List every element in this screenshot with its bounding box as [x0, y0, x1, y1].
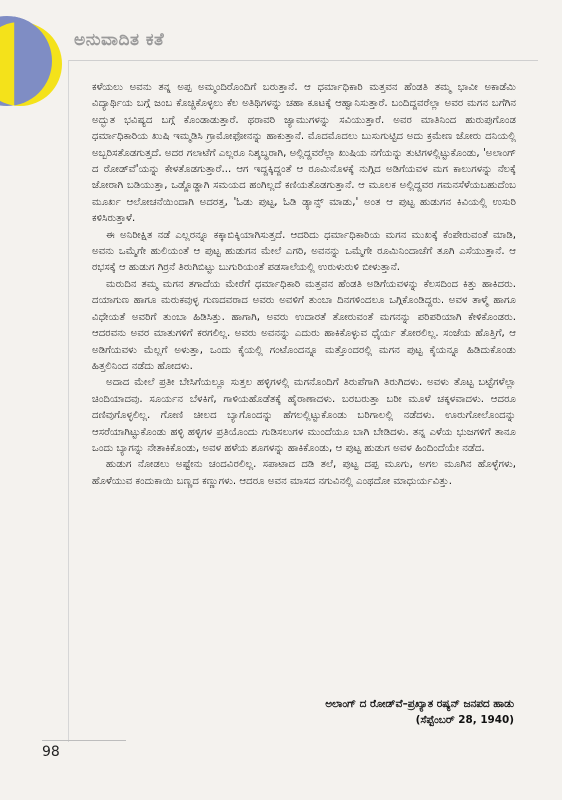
- paragraph-5: ಹುಡುಗ ನೋಡಲು ಅಷ್ಟೇನು ಚಂದವಿರಲಿಲ್ಲ. ಸಪಾಟಾದ ದಡಿ ತಲೆ, ಪುಟ್ಟ ದಪ್ಪ ಮೂಗು, ಅಗಲ ಮೂಗಿನ ಹೊಳ್ಳೆಗಳು, ಹೊಳೆಯುವ ಕಂದುಕಾಯಿ ಬಣ್ಣದ ಕಣ್ಣುಗಳು. ಆದರೂ ಅವನ ಮಾಸದ ನಗುವಿನಲ್ಲಿ ಎಂಥದೋ ಮಾಧುರ್ಯವಿತ್ತು.: [92, 459, 516, 487]
- margin-divider: [68, 60, 69, 742]
- song-credit-title: ಅಲಾಂಗ್ ದ ರೋಡ್‌ವೆ–ಪ್ರಖ್ಯಾತ ರಷ್ಯನ್ ಜನಪದ ಹಾಡು: [325, 698, 514, 710]
- song-credit-date: (ಸೆಪ್ಟೆಂಬರ್ 28, 1940): [415, 714, 514, 726]
- paragraph-4: ಅದಾದ ಮೇಲೆ ಪ್ರತೀ ಬೇಸಿಗೆಯಲ್ಲೂ ಸುತ್ತಲ ಹಳ್ಳಿಗಳಲ್ಲಿ ಮಗನೊಂದಿಗೆ ತಿರುಪೆಗಾಗಿ ತಿರುಗಿದಳು. ಅವಳು ತೊಟ್ಟ ಬಟ್ಟೆಗಳೆಲ್ಲಾ ಚಿಂದಿಯಾದವು. ಸೂರ್ಯನ ಬೆಳಕಿಗೆ, ಗಾಳಿಯಹೊಡೆತಕ್ಕೆ ಹೈರಾಣಾದಳು. ಬರಬರುತ್ತಾ ಬರೀ ಮೂಳೆ ಚಕ್ಕಳವಾದಳು. ಆದರೂ ದಣಿವುಗೊಳ್ಳಲಿಲ್ಲ. ಗೋಣಿ ಚೀಲದ ಬ್ಯಾಗೊಂದನ್ನು ಹೆಗಲಲ್ಲಿಟ್ಟುಕೊಂಡು ಬರಿಗಾಲಲ್ಲಿ ನಡೆದಳು. ಊರುಗೋಲೊಂದನ್ನು ಆಸರೆಯಾಗಿಟ್ಟುಕೊಂಡು ಹಳ್ಳಿ ಹಳ್ಳಿಗಳ ಪ್ರತಿಯೊಂದು ಗುಡಿಸಲುಗಳ ಮುಂದೆಯೂ ಬಾಗಿ ಬೇಡಿದಳು. ತನ್ನ ಎಳೆಯ ಭುಜಗಳಿಗೆ ತಾನೂ ಒಂದು ಬ್ಯಾಗನ್ನು ನೇತಾಕಿಕೊಂಡು, ಅವಳ ಹಳೆಯ ಶೂಗಳನ್ನು ಹಾಕಿಕೊಂಡು, ಆ ಪುಟ್ಟ ಹುಡುಗ ಅವಳ ಹಿಂದಿಂದೆಯೇ ನಡೆದ.: [92, 377, 516, 454]
- paragraph-3: ಮರುದಿನ ತಮ್ಮ ಮಗನ ತಗಾದೆಯ ಮೇರೆಗೆ ಧರ್ಮಾಧಿಕಾರಿ ಮತ್ತವನ ಹೆಂಡತಿ ಅಡಿಗೆಯವಳನ್ನು ಕೆಲಸದಿಂದ ಕಿತ್ತು ಹಾಕಿದರು. ದಯಾಗುಣ ಹಾಗೂ ಮರುಕವುಳ್ಳ ಗುಣದವರಾದ ಅವರು ಅವಳಿಗೆ ತುಂಬಾ ದಿನಗಳಿಂದಲೂ ಒಗ್ಗಿಕೊಂಡಿದ್ದರು. ಅವಳ ತಾಳ್ಮೆ ಹಾಗೂ ವಿಧೇಯತೆ ಅವರಿಗೆ ತುಂಬಾ ಹಿಡಿಸಿತ್ತು. ಹಾಗಾಗಿ, ಅವರು ಉದಾರತೆ ತೋರುವಂತೆ ಮಗನನ್ನು ಪರಿಪರಿಯಾಗಿ ಕೇಳಿಕೊಂಡರು. ಆದರವನು ಅವರ ಮಾತುಗಳಿಗೆ ಕರಗಲಿಲ್ಲ. ಅವರು ಅವನನ್ನು ಎದುರು ಹಾಕಿಕೊಳ್ಳುವ ಧೈರ್ಯ ತೋರಲಿಲ್ಲ. ಸಂಜೆಯ ಹೊತ್ತಿಗೆ, ಆ ಅಡಿಗೆಯವಳು ಮೆಲ್ಲಗೆ ಅಳುತ್ತಾ, ಒಂದು ಕೈಯಲ್ಲಿ ಗಂಟೊಂದನ್ನೂ ಮತ್ತೊಂದರಲ್ಲಿ ಮಗನ ಪುಟ್ಟ ಕೈಯನ್ನೂ ಹಿಡಿದುಕೊಂಡು ಹಿತ್ತಲಿನಿಂದ ನಡೆದು ಹೋದಳು.: [92, 278, 516, 372]
- header-divider: [68, 60, 538, 61]
- page-number: 98: [42, 744, 60, 760]
- song-credit: [325, 696, 514, 728]
- paragraph-1: ಕಳೆಯಲು ಅವನು ತನ್ನ ಅಪ್ಪ ಅಮ್ಮಂದಿರೊಂದಿಗೆ ಬರುತ್ತಾನೆ. ಆ ಧರ್ಮಾಧಿಕಾರಿ ಮತ್ತವನ ಹೆಂಡತಿ ತಮ್ಮ ಭಾವೀ ಅಕಾಡೆಮಿ ವಿದ್ಯಾರ್ಥಿಯ ಬಗ್ಗೆ ಜಂಬ ಕೊಚ್ಚಿಕೊಳ್ಳಲು ಕೆಲ ಅತಿಥಿಗಳನ್ನು ಚಹಾ ಕೂಟಕ್ಕೆ ಆಹ್ವಾನಿಸುತ್ತಾರೆ. ಬಂದಿದ್ದವರೆಲ್ಲಾ ಅವರ ಮಗನ ಬಗೆಗಿನ ಅದ್ಭುತ ಭವಿಷ್ಯದ ಬಗ್ಗೆ ಕೊಂಡಾಡುತ್ತಾರೆ. ಥರಾವರಿ ಜ್ಯಾಮುಗಳನ್ನು ಸವಿಯುತ್ತಾರೆ. ಅವರ ಮಾತಿನಿಂದ ಹುರುಪುಗೊಂಡ ಧರ್ಮಾಧಿಕಾರಿಯ ಖುಷಿ ಇಮ್ಮಡಿಸಿ ಗ್ರಾಮೋಫೋನನ್ನು ಹಾಕುತ್ತಾನೆ. ಮೊದಮೊದಲು ಬುಸುಗುಟ್ಟಿದ ಅದು ಕ್ರಮೇಣ ಜೋರು ದನಿಯಲ್ಲಿ ಅಬ್ಬರಿಸತೊಡಗುತ್ತದೆ. ಅದರ ಗಲಾಟೆಗೆ ಎಲ್ಲರೂ ನಿಶ್ಶಬ್ಧರಾಗಿ, ಅಲ್ಲಿದ್ದವರೆಲ್ಲಾ ಖುಷಿಯ ನಗೆಯನ್ನು ತುಟಿಗಳಲ್ಲಿಟ್ಟುಕೊಂಡು, 'ಅಲಾಂಗ್ ದ ರೋಡ್‌ವೆ'ಯನ್ನು ಕೇಳತೊಡಗುತ್ತಾರೆ... ಆಗ ಇದ್ದಕ್ಕಿದ್ದಂತೆ ಆ ರೂಮಿನೊಳಕ್ಕೆ ನುಗ್ಗಿದ ಅಡಿಗೆಯವಳ ಮಗ ಕಾಲುಗಳನ್ನು ನೆಲಕ್ಕೆ ಜೋರಾಗಿ ಬಡಿಯುತ್ತಾ, ಒಡ್ಡೊಡ್ಡಾಗಿ ಸಮಯದ ಹಂಗಿಲ್ಲದೆ ಕಣಿಯತೊಡಗುತ್ತಾನೆ. ಆ ಮೂಲಕ ಅಲ್ಲಿದ್ದವರ ಗಮನಸೆಳೆಯಬಹುದೆಂಬ ಮೂರ್ಖ ಆಲೋಚನೆಯಿಂದಾಗಿ ಅದರತ್ತ, 'ಓಡು ಪುಟ್ಟ, ಓಡಿ ಡ್ಯಾನ್ಸ್ ಮಾಡು,' ಅಂತ ಆ ಪುಟ್ಟ ಹುಡುಗನ ಕಿವಿಯಲ್ಲಿ ಉಸುರಿ ಕಳಿಸಿರುತ್ತಾಳೆ.: [92, 82, 516, 225]
- paragraph-2: ಈ ಅನಿರೀಕ್ಷಿತ ನಡೆ ಎಲ್ಲರನ್ನೂ ಕಕ್ಕಾಬಿಕ್ಕಿಯಾಗಿಸುತ್ತದೆ. ಆದರಿದು ಧರ್ಮಾಧಿಕಾರಿಯ ಮಗನ ಮುಖಕ್ಕೆ ಕೆಂಪೇರುವಂತೆ ಮಾಡಿ, ಅವನು ಒಮ್ಮೆಗೇ ಹುಲಿಯಂತೆ ಆ ಪುಟ್ಟ ಹುಡುಗನ ಮೇಲೆ ಎಗರಿ, ಅವನನ್ನು ಒಮ್ಮೆಗೇ ರೂಮಿನಿಂದಾಚೆಗೆ ತೂಗಿ ಎಸೆಯುತ್ತಾನೆ. ಆ ರಭಸಕ್ಕೆ ಆ ಹುಡುಗ ಗಿರ್ರನೆ ತಿರುಗಿಬಿಟ್ಟು ಬುಗುರಿಯಂತೆ ಪಡಸಾಲೆಯಲ್ಲಿ ಉರುಳುರುಳಿ ಬೀಳುತ್ತಾನೆ.: [92, 229, 516, 274]
- story-body: [92, 80, 516, 490]
- footer-divider: [42, 740, 126, 741]
- section-title: ಅನುವಾದಿತ ಕತೆ: [74, 30, 165, 50]
